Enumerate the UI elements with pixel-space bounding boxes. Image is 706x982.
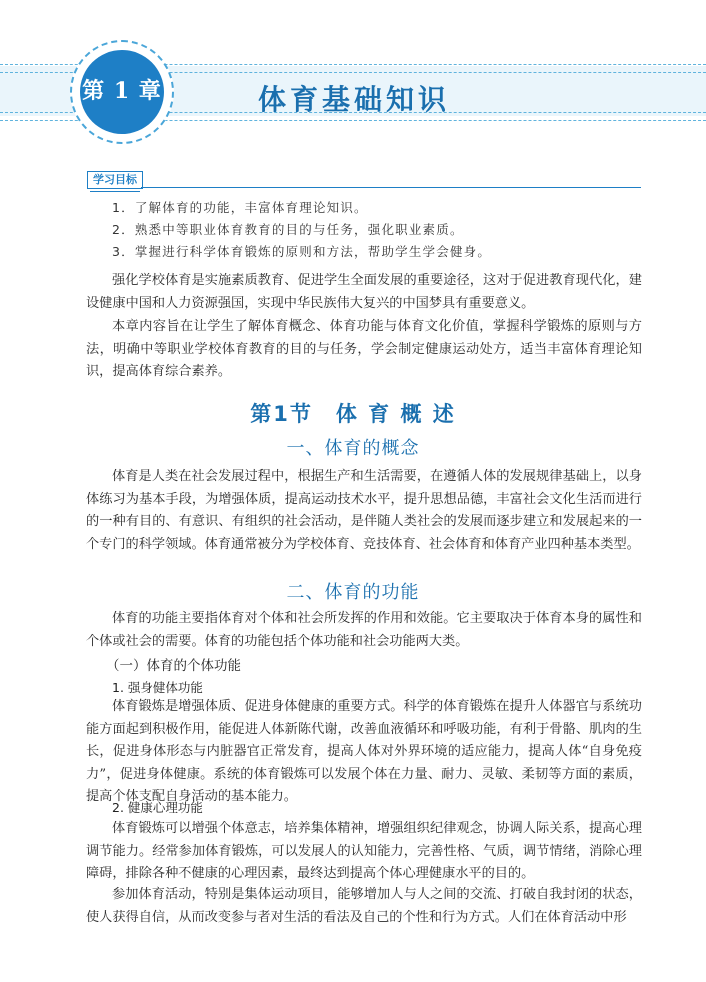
chapter-label: 第 1 章 — [82, 78, 162, 104]
intro-paragraph: 本章内容旨在让学生了解体育概念、体育功能与体育文化价值，掌握科学锻炼的原则与方法，明确中等职业学校体育教育的目的与任务，学会制定健康运动处方，适当丰富体育理论知识，提高体育综合素养。 — [86, 319, 642, 380]
part1-paragraph: 体育是人类在社会发展过程中，根据生产和生活需要，在遵循人体的发展规律基础上，以身体练习为基本手段，为增强体质，提高运动技术水平，提升思想品德，丰富社会文化生活而进行的一种有目的、有意识、有组织的社会活动，是伴随人类社会的发展而逐步建立和发展起来的一个专门的科学领域。体育通常被分为学校体育、竞技体育、社会体育和体育产业四种基本类型。 — [86, 469, 642, 552]
part2-title: 二、体育的功能 — [286, 582, 420, 603]
objectives-list — [112, 197, 652, 263]
objective-item: 1．了解体育的功能，丰富体育理论知识。 — [112, 200, 368, 215]
item2-title: 2. 健康心理功能 — [112, 800, 203, 815]
intro-paragraph: 强化学校体育是实施素质教育、促进学生全面发展的重要途径，这对于促进教育现代化，建设健康中国和人力资源强国，实现中华民族伟大复兴的中国梦具有重要意义。 — [86, 273, 642, 311]
objective-item: 2．熟悉中等职业体育教育的目的与任务，强化职业素质。 — [112, 222, 464, 237]
part1-title: 一、体育的概念 — [286, 438, 420, 459]
objectives-badge: 学习目标 — [87, 171, 143, 189]
section-title: 第1节 体 育 概 述 — [250, 402, 456, 426]
subsection-title: （一）体育的个体功能 — [106, 658, 241, 674]
item2-paragraph: 体育锻炼可以增强个体意志，培养集体精神，增强组织纪律观念，协调人际关系，提高心理调节能力。经常参加体育锻炼，可以发展人的认知能力，完善性格、气质，调节情绪，消除心理障碍，排除各种不健康的心理因素，最终达到提高个体心理健康水平的目的。 — [86, 821, 642, 882]
objectives-divider — [141, 187, 641, 188]
item1-title: 1. 强身健体功能 — [112, 680, 203, 695]
part2-paragraph: 体育的功能主要指体育对个体和社会所发挥的作用和效能。它主要取决于体育本身的属性和个体或社会的需要。体育的功能包括个体功能和社会功能两大类。 — [86, 611, 642, 649]
item2-paragraph-2: 参加体育活动，特别是集体运动项目，能够增加人与人之间的交流、打破自我封闭的状态，使人获得自信，从而改变参与者对生活的看法及自己的个性和行为方式。人们在体育活动中形 — [86, 887, 642, 925]
chapter-title: 体育基础知识 — [258, 83, 451, 116]
item1-paragraph: 体育锻炼是增强体质、促进身体健康的重要方式。科学的体育锻炼在提升人体器官与系统功能方面起到积极作用，能促进人体新陈代谢，改善血液循环和呼吸功能，有利于骨骼、肌肉的生长，促进身体形态与内脏器官正常发育，提高人体对外界环境的适应能力，提高人体“自身免疫力”，促进身体健康。系统的体育锻炼可以发展个体在力量、耐力、灵敏、柔韧等方面的素质，提高个体支配自身活动的基本能力。 — [86, 699, 642, 805]
objective-item: 3．掌握进行科学体育锻炼的原则和方法，帮助学生学会健身。 — [112, 244, 492, 259]
chapter-badge — [80, 50, 164, 134]
